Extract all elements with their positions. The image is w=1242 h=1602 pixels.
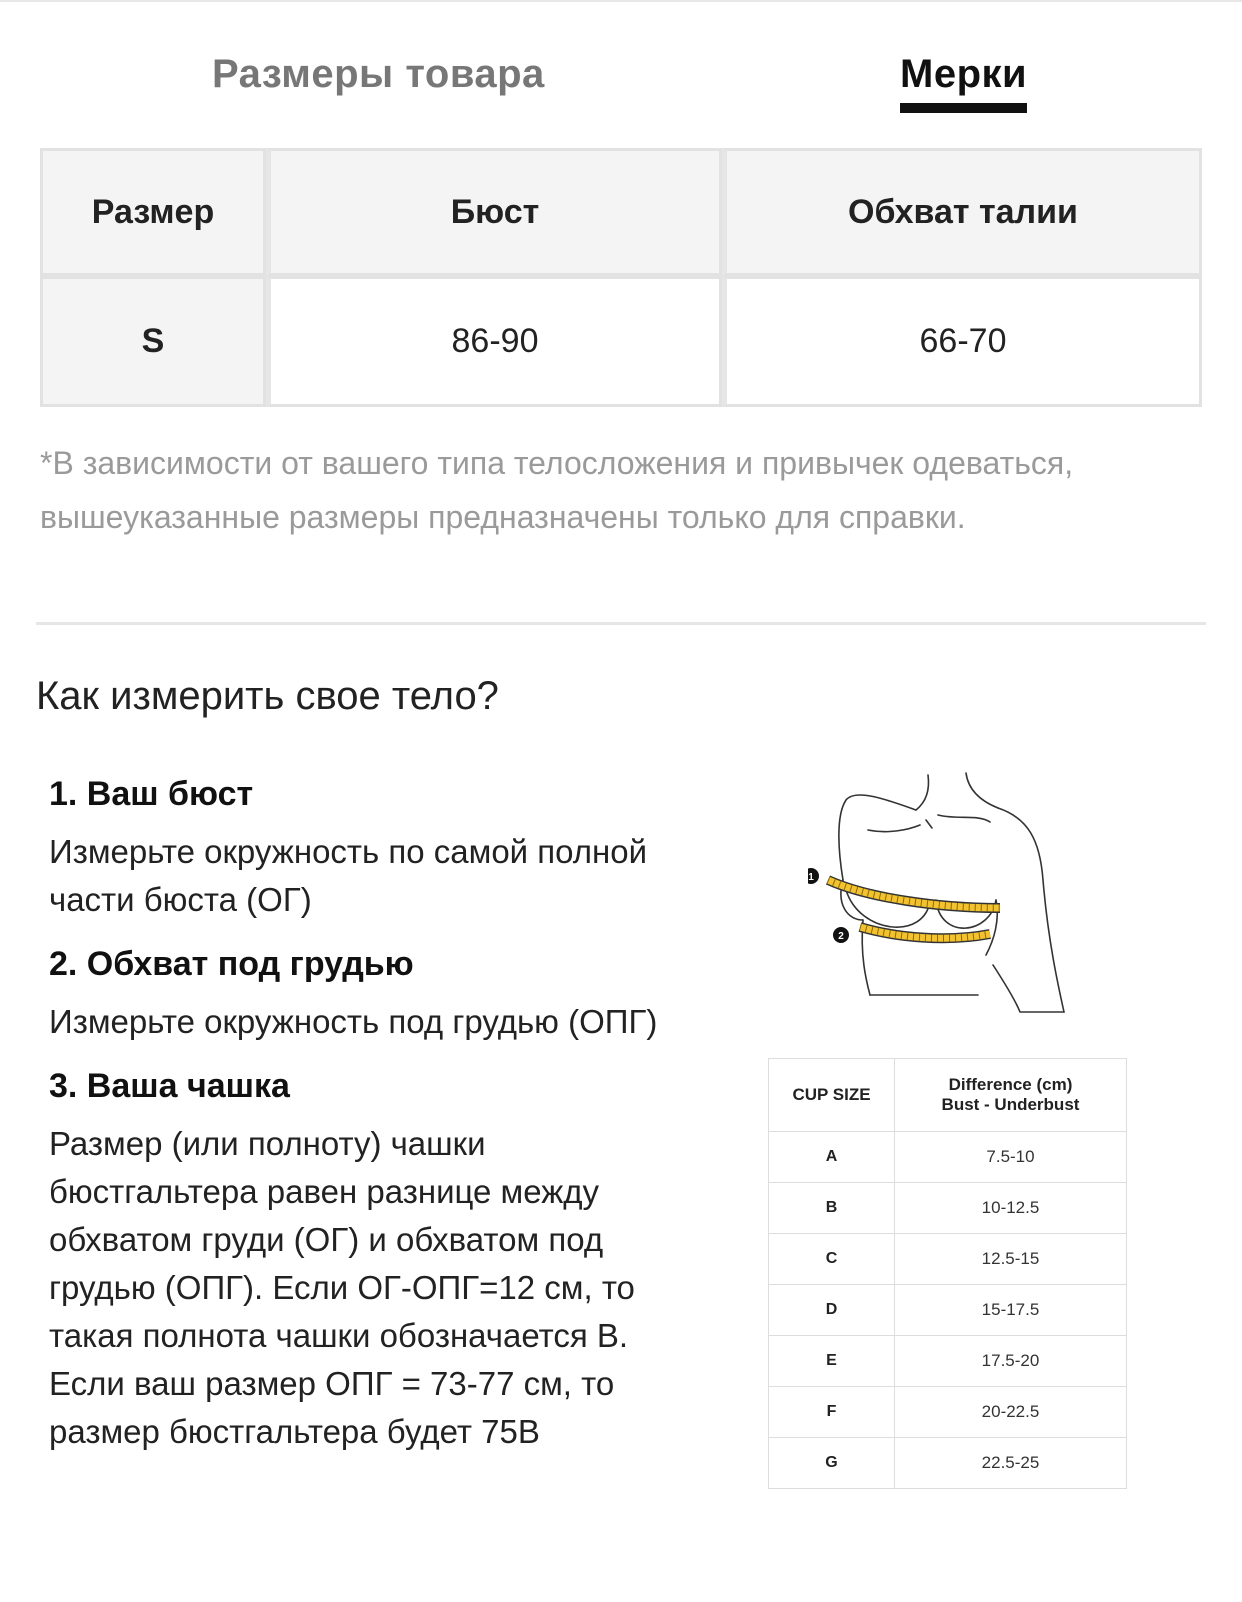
header-diff-line2: Bust - Underbust bbox=[941, 1095, 1080, 1114]
size-disclaimer: *В зависимости от вашего типа телосложения и привычек одеваться, вышеуказанные размеры предназначены только для справки. bbox=[40, 445, 1074, 535]
table-row bbox=[769, 1438, 1127, 1489]
cup-letter: B bbox=[769, 1183, 895, 1234]
table-row bbox=[769, 1336, 1127, 1387]
size-table-header bbox=[40, 148, 1202, 276]
tab-measurements[interactable]: Мерки bbox=[900, 52, 1027, 113]
cup-diff: 15-17.5 bbox=[895, 1285, 1127, 1336]
section-divider bbox=[36, 622, 1206, 625]
cup-diff: 10-12.5 bbox=[895, 1183, 1127, 1234]
cup-letter: E bbox=[769, 1336, 895, 1387]
cup-diff: 7.5-10 bbox=[895, 1132, 1127, 1183]
cup-diff: 20-22.5 bbox=[895, 1387, 1127, 1438]
cup-diff: 17.5-20 bbox=[895, 1336, 1127, 1387]
table-row bbox=[769, 1183, 1127, 1234]
step-3-title: 3. Ваша чашка bbox=[49, 1067, 290, 1105]
cup-size-table bbox=[768, 1058, 1127, 1489]
header-diff-line1: Difference (cm) bbox=[948, 1075, 1073, 1094]
header-difference bbox=[895, 1059, 1127, 1132]
table-row bbox=[769, 1387, 1127, 1438]
table-row bbox=[769, 1285, 1127, 1336]
measurement-steps bbox=[49, 772, 689, 1474]
marker-2-label: 2 bbox=[838, 931, 844, 942]
cup-letter: G bbox=[769, 1438, 895, 1489]
cell-bust: 86-90 bbox=[266, 276, 722, 407]
bust-measurement-illustration bbox=[808, 770, 1098, 1040]
header-waist: Обхват талии bbox=[722, 148, 1202, 276]
cup-letter: C bbox=[769, 1234, 895, 1285]
header-bust: Бюст bbox=[266, 148, 722, 276]
step-2-text: Измерьте окружность под грудью (ОПГ) bbox=[49, 1003, 658, 1040]
step-3-text: Размер (или полноту) чашки бюстгальтера равен разнице между обхватом груди (ОГ) и обхватом под грудью (ОПГ). Если ОГ-ОПГ=12 см, то такая полнота чашки обозначается B. Если ваш размер ОПГ = 73-77 см, то размер бюстгальтера будет 75B bbox=[49, 1125, 635, 1450]
cup-table-header bbox=[769, 1059, 1127, 1132]
step-2-title: 2. Обхват под грудью bbox=[49, 945, 414, 983]
step-1-text: Измерьте окружность по самой полной части бюста (ОГ) bbox=[49, 833, 648, 918]
cell-waist: 66-70 bbox=[722, 276, 1202, 407]
cup-letter: F bbox=[769, 1387, 895, 1438]
cup-diff: 22.5-25 bbox=[895, 1438, 1127, 1489]
step-1-title: 1. Ваш бюст bbox=[49, 775, 254, 813]
table-row bbox=[40, 276, 1202, 407]
size-table bbox=[40, 148, 1202, 407]
cup-letter: A bbox=[769, 1132, 895, 1183]
cup-letter: D bbox=[769, 1285, 895, 1336]
cup-diff: 12.5-15 bbox=[895, 1234, 1127, 1285]
marker-1-label: 1 bbox=[808, 872, 814, 883]
table-row bbox=[769, 1234, 1127, 1285]
header-size: Размер bbox=[40, 148, 266, 276]
top-divider bbox=[0, 0, 1242, 2]
tab-product-sizes[interactable]: Размеры товара bbox=[212, 52, 545, 96]
how-to-measure-title: Как измерить свое тело? bbox=[36, 674, 499, 718]
table-row bbox=[769, 1132, 1127, 1183]
cell-size: S bbox=[40, 276, 266, 407]
header-cup-size: CUP SIZE bbox=[769, 1059, 895, 1132]
